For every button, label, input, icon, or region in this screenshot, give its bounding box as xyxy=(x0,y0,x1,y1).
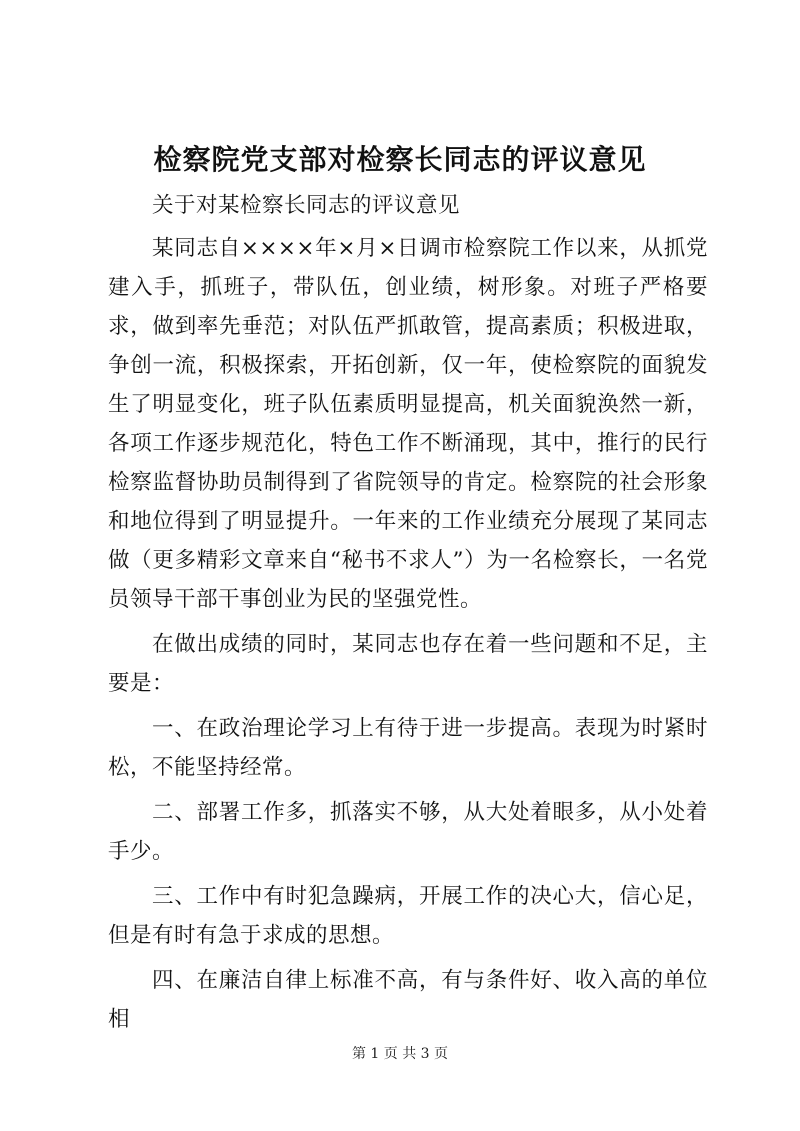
paragraph-problems-lead: 在做出成绩的同时，某同志也存在着一些问题和不足，主要是： xyxy=(108,632,708,696)
paragraph-item-4: 四、在廉洁自律上标准不高，有与条件好、收入高的单位相 xyxy=(108,968,708,1032)
paragraph-item-3: 三、工作中有时犯急躁病，开展工作的决心大，信心足，但是有时有急于求成的思想。 xyxy=(108,884,708,948)
paragraph-item-2: 二、部署工作多，抓落实不够，从大处着眼多，从小处着手少。 xyxy=(108,800,708,864)
paragraph-intro: 某同志自××××年×月×日调市检察院工作以来，从抓党建入手，抓班子，带队伍，创业绩，树形象。对班子严格要求，做到率先垂范；对队伍严抓敢管，提高素质；积极进取，争创一流，积极探索，开拓创新，仅一年，使检察院的面貌发生了明显变化，班子队伍素质明显提高，机关面貌涣然一新，各项工作逐步规范化，特色工作不断涌现，其中，推行的民行检察监督协助员制得到了省院领导的肯定。检察院的社会形象和地位得到了明显提升。一年来的工作业绩充分展现了某同志做（更多精彩文章来自“秘书不求人”）为一名检察长，一名党员领导干部干事创业为民的坚强党性。 xyxy=(108,236,708,612)
paragraph-subtitle: 关于对某检察长同志的评议意见 xyxy=(152,193,461,218)
paragraph-item-1: 一、在政治理论学习上有待于进一步提高。表现为时紧时松，不能坚持经常。 xyxy=(108,716,708,780)
document-body xyxy=(108,186,708,1045)
document-title: 检察院党支部对检察长同志的评议意见 xyxy=(153,143,647,176)
page-footer: 第 1 页 共 3 页 xyxy=(351,1046,449,1062)
